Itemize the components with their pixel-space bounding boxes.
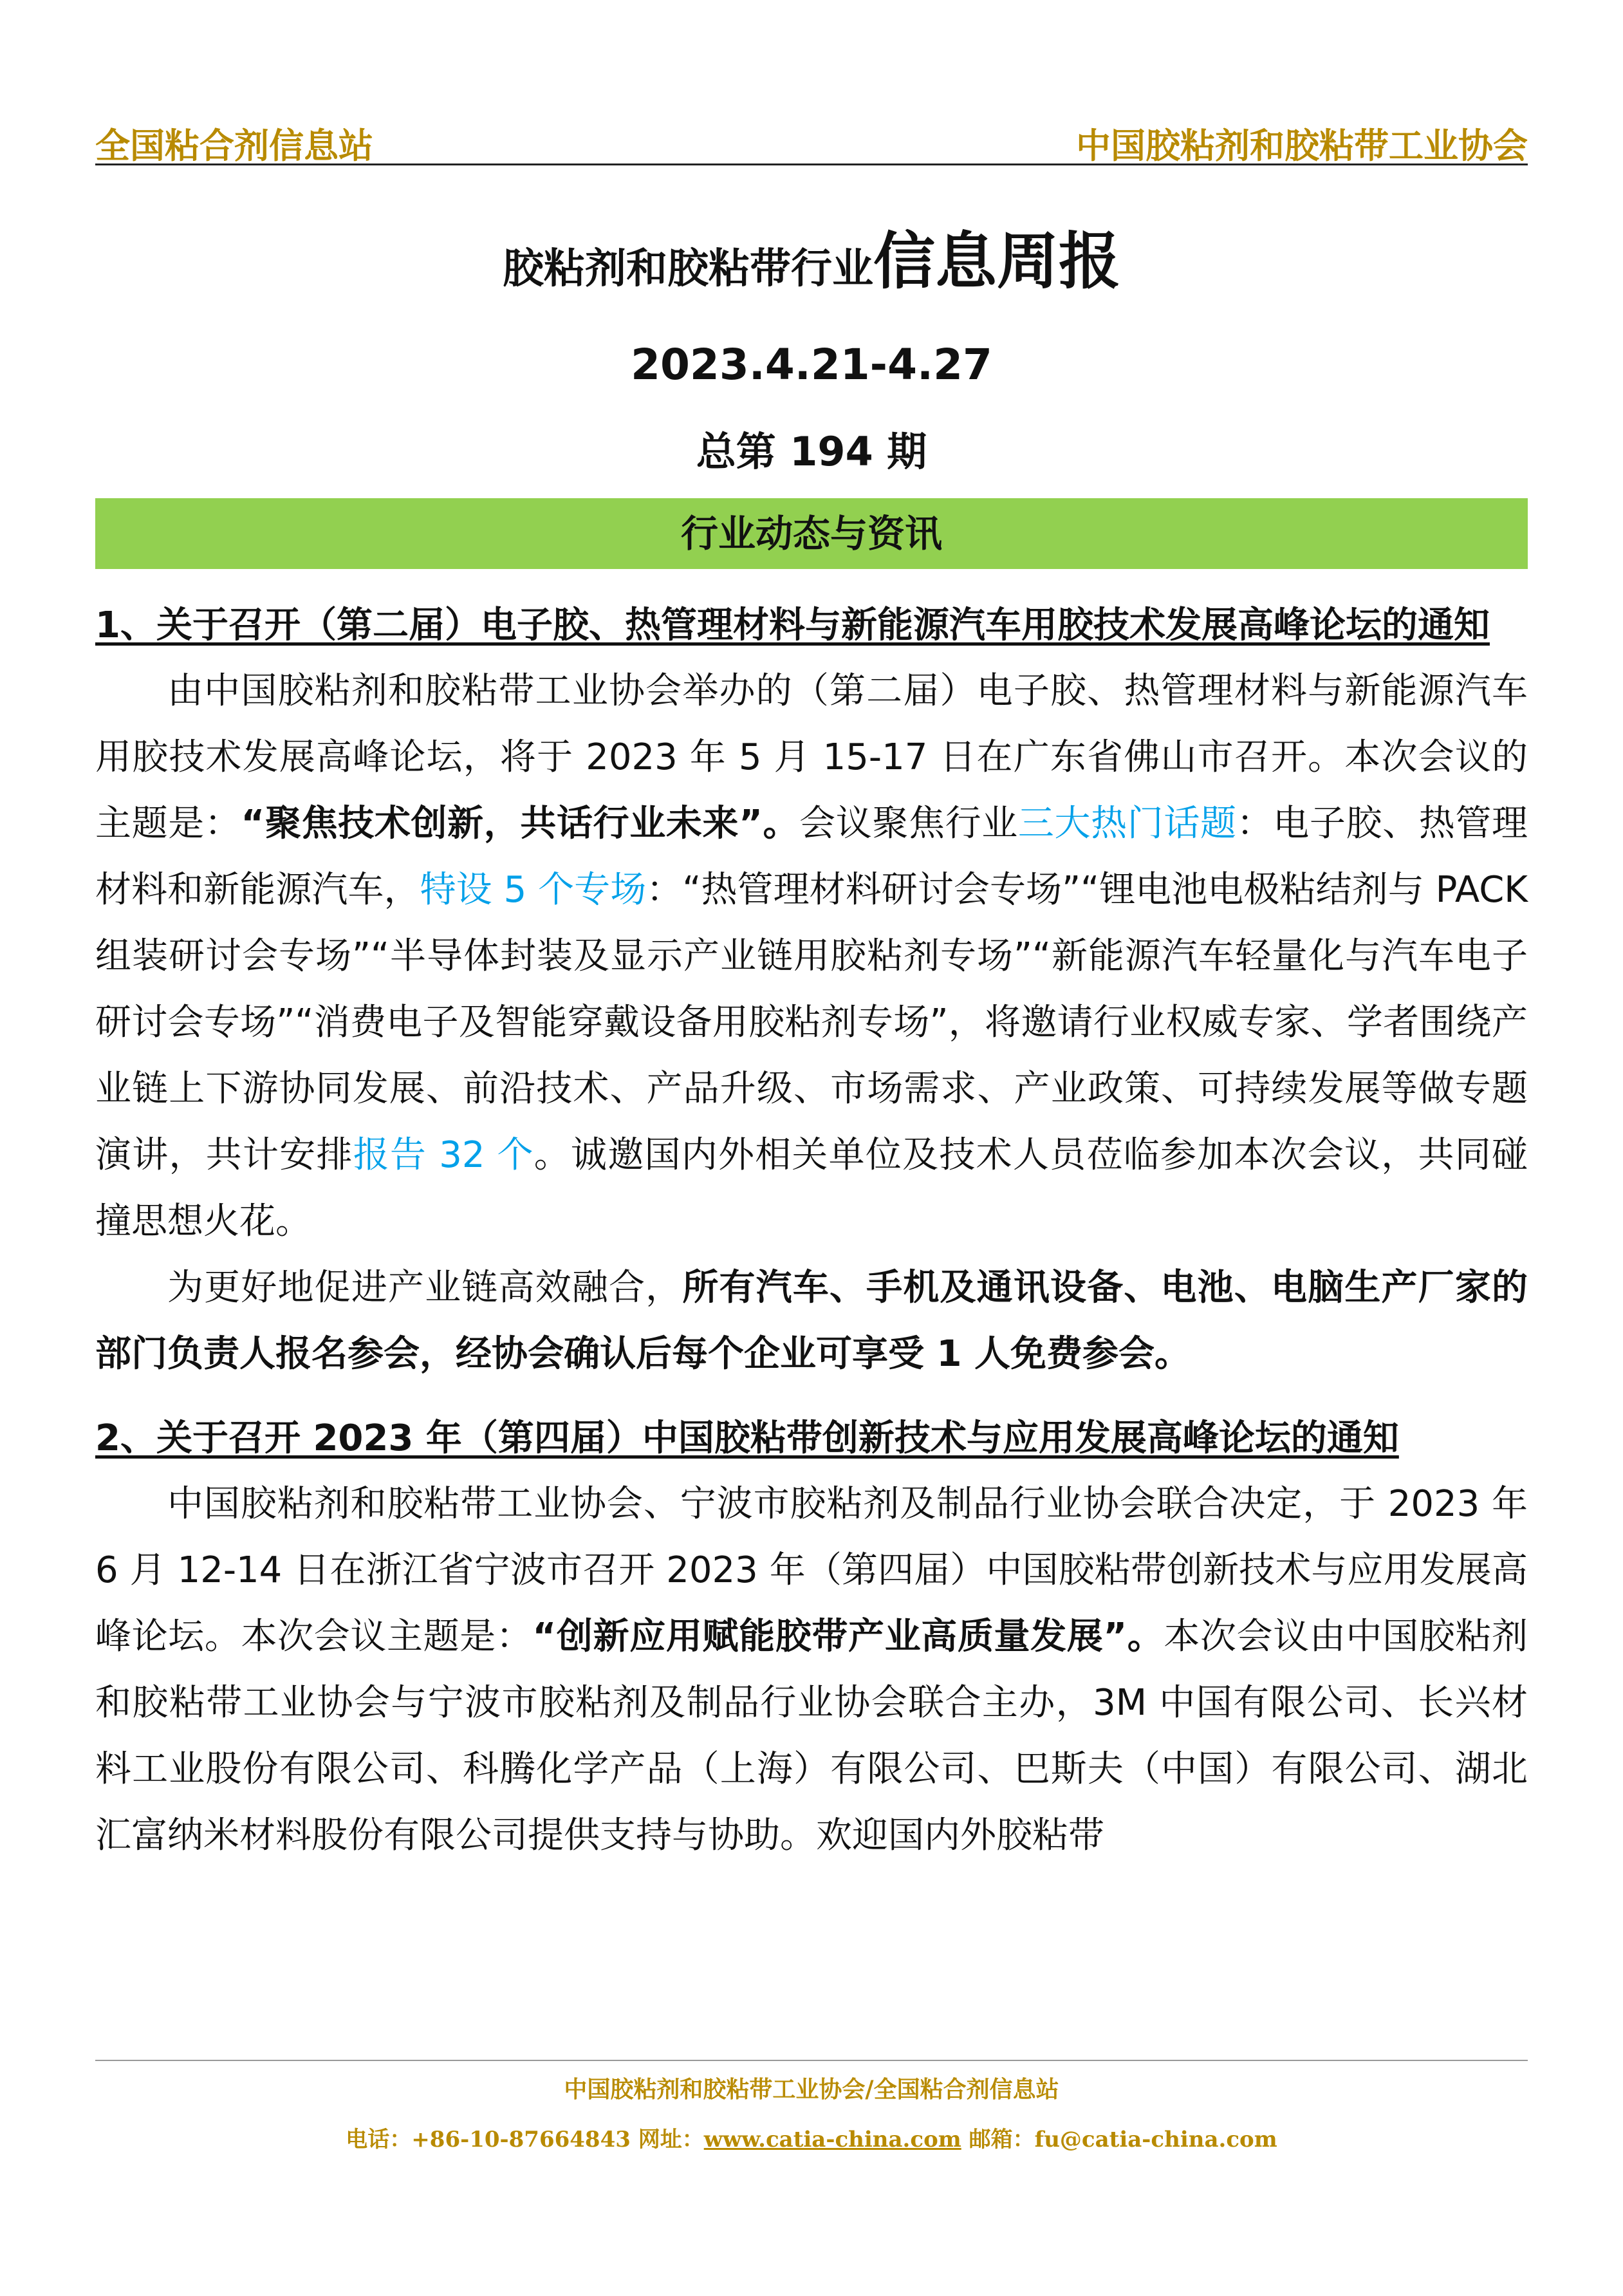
footer-contact [0, 2122, 1623, 2153]
footer-email: 邮箱：fu@catia-china.com [961, 2127, 1277, 2152]
highlight-reports: 报告 32 个 [353, 1134, 534, 1176]
report-title-main: 信息周报 [873, 225, 1120, 297]
report-date-range: 2023.4.21-4.27 [631, 340, 992, 389]
report-title-prefix: 胶粘剂和胶粘带行业 [503, 245, 873, 293]
footer-divider [95, 2060, 1528, 2061]
text-run: 。诚邀国内外相关单位及技术人员莅临参加本次会议，共同碰撞思想火花。 [95, 1134, 1528, 1242]
footer-website-link[interactable]: www.catia-china.com [703, 2127, 961, 2152]
article-2-heading: 2、关于召开 2023 年（第四届）中国胶粘带创新技术与应用发展高峰论坛的通知 [95, 1417, 1399, 1459]
text-run: 本次会议由中国胶粘剂和胶粘带工业协会与宁波市胶粘剂及制品行业协会联合主办，3M 中国有限公司、长兴材料工业股份有限公司、科腾化学产品（上海）有限公司、巴斯夫（中国）有限公司、湖北汇富纳米材料股份有限公司提供支持与协助。欢迎国内外胶粘带 [95, 1616, 1528, 1856]
header-right-title: 中国胶粘剂和胶粘带工业协会 [1076, 125, 1528, 166]
section-band-title: 行业动态与资讯 [95, 498, 1528, 569]
article-1-paragraph-2 [95, 1255, 1528, 1387]
footer-organization: 中国胶粘剂和胶粘带工业协会/全国粘合剂信息站 [564, 2076, 1059, 2103]
bold-offer-text: 所有汽车、手机及通讯设备、电池、电脑生产厂家的部门负责人报名参会，经协会确认后每个企业可享受 1 人免费参会。 [95, 1267, 1528, 1375]
article-1-heading: 1、关于召开（第二届）电子胶、热管理材料与新能源汽车用胶技术发展高峰论坛的通知 [95, 604, 1490, 646]
bold-theme-text: “创新应用赋能胶带产业高质量发展”。 [532, 1616, 1164, 1657]
spacer [95, 1387, 1528, 1406]
highlight-sessions: 特设 5 个专场 [420, 869, 647, 911]
header-left-title: 全国粘合剂信息站 [95, 125, 373, 166]
text-run: 由中国胶粘剂和胶粘带工业协会举办的（第二届）电子胶、热管理材料与新能源汽车用胶技术发展高峰论坛，将于 2023 年 5 月 15-17 日在广东省佛山市召开。本次会议的主题是： [95, 670, 1528, 845]
article-2-paragraph-1 [95, 1471, 1528, 1869]
article-content [95, 593, 1528, 1869]
report-title [0, 212, 1623, 301]
page-header [95, 113, 1528, 165]
text-run: 会议聚焦行业 [799, 803, 1018, 845]
text-run: 为更好地促进产业链高效融合， [167, 1267, 683, 1309]
report-issue-number: 总第 194 期 [696, 428, 927, 475]
text-run: ：电子胶、热管理材料和新能源汽车， [95, 803, 1528, 911]
article-1-paragraph-1 [95, 658, 1528, 1255]
bold-theme-text: “聚焦技术创新，共话行业未来”。 [241, 803, 800, 845]
highlight-topics: 三大热门话题 [1017, 803, 1237, 845]
text-run: ：“热管理材料研讨会专场”“锂电池电极粘结剂与 PACK 组装研讨会专场”“半导体封装及显示产业链用胶粘剂专场”“新能源汽车轻量化与汽车电子研讨会专场”“消费电子及智能穿戴设备用胶粘剂专场”，将邀请行业权威专家、学者围绕产业链上下游协同发展、前沿技术、产品升级、市场需求、产业政策、可持续发展等做专题演讲，共计安排 [95, 869, 1528, 1176]
footer-phone: 电话：+86-10-87664843 网址： [346, 2127, 704, 2152]
text-run: 中国胶粘剂和胶粘带工业协会、宁波市胶粘剂及制品行业协会联合决定，于 2023 年 6 月 12-14 日在浙江省宁波市召开 2023 年（第四届）中国胶粘带创新技术与应用发展高峰论坛。本次会议主题是： [95, 1483, 1528, 1657]
